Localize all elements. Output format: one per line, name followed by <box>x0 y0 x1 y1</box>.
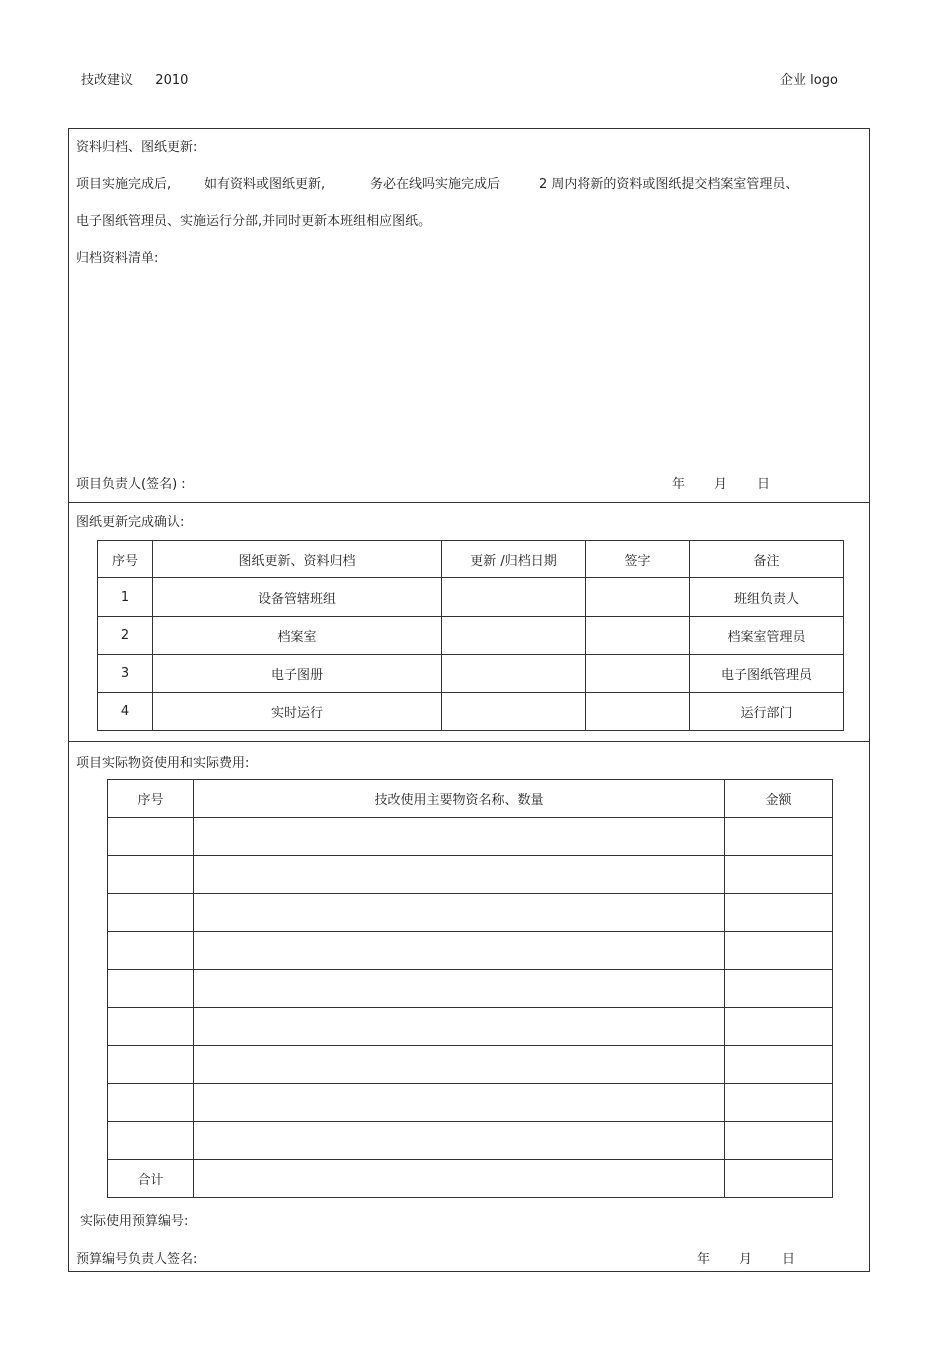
total-row <box>108 1160 833 1198</box>
table-row <box>98 693 844 731</box>
row-note: 运行部门 <box>690 693 844 731</box>
material-name-cell[interactable] <box>194 818 725 856</box>
row-number: 3 <box>98 655 153 693</box>
column-header: 技改使用主要物资名称、数量 <box>194 780 725 818</box>
signature-cell[interactable] <box>586 578 690 617</box>
table-row <box>108 970 833 1008</box>
doc-title-text: 技改建议 <box>81 73 134 88</box>
total-amount-cell[interactable] <box>725 1160 833 1198</box>
confirm-table <box>97 540 844 731</box>
section-divider-2 <box>68 741 870 742</box>
budget-date-month: 月 <box>739 1252 753 1267</box>
amount-cell[interactable] <box>725 818 833 856</box>
material-name-cell[interactable] <box>194 894 725 932</box>
total-label: 合计 <box>108 1160 194 1198</box>
row-number-cell[interactable] <box>108 1084 194 1122</box>
row-note: 班组负责人 <box>690 578 844 617</box>
amount-cell[interactable] <box>725 1046 833 1084</box>
budget-date-day: 日 <box>782 1252 796 1267</box>
table-row <box>108 1046 833 1084</box>
archive-heading: 资料归档、图纸更新: <box>76 140 198 155</box>
table-row <box>98 578 844 617</box>
archive-line2: 电子图纸管理员、实施运行分部,并同时更新本班组相应图纸。 <box>76 214 432 229</box>
row-number-cell[interactable] <box>108 894 194 932</box>
row-number-cell[interactable] <box>108 1122 194 1160</box>
material-name-cell[interactable] <box>194 1008 725 1046</box>
update-date-cell[interactable] <box>442 655 586 693</box>
material-name-cell[interactable] <box>194 856 725 894</box>
sign-date-month: 月 <box>714 477 728 492</box>
material-name-cell[interactable] <box>194 1122 725 1160</box>
amount-cell[interactable] <box>725 1008 833 1046</box>
column-header: 更新 /归档日期 <box>442 541 586 578</box>
update-date-cell[interactable] <box>442 578 586 617</box>
table-row <box>108 1122 833 1160</box>
row-note: 档案室管理员 <box>690 617 844 655</box>
section-divider-1 <box>68 502 870 503</box>
table-row <box>108 1008 833 1046</box>
signature-cell[interactable] <box>586 655 690 693</box>
table-row <box>108 932 833 970</box>
table-row <box>98 617 844 655</box>
signature-cell[interactable] <box>586 693 690 731</box>
material-name-cell[interactable] <box>194 1046 725 1084</box>
amount-cell[interactable] <box>725 1122 833 1160</box>
row-number: 4 <box>98 693 153 731</box>
update-date-cell[interactable] <box>442 617 586 655</box>
table-row <box>108 856 833 894</box>
row-number-cell[interactable] <box>108 1008 194 1046</box>
doc-year: 2010 <box>155 73 189 88</box>
row-item: 设备管辖班组 <box>153 578 442 617</box>
amount-cell[interactable] <box>725 970 833 1008</box>
archive-list-label: 归档资料清单: <box>76 251 159 266</box>
company-logo-text: 企业 logo <box>780 73 838 88</box>
material-name-cell[interactable] <box>194 970 725 1008</box>
row-number: 2 <box>98 617 153 655</box>
sign-date-year: 年 <box>672 477 686 492</box>
amount-cell[interactable] <box>725 1084 833 1122</box>
row-note: 电子图纸管理员 <box>690 655 844 693</box>
column-header: 序号 <box>98 541 153 578</box>
amount-cell[interactable] <box>725 856 833 894</box>
archive-line1-part2: 如有资料或图纸更新, <box>204 177 326 192</box>
signature-cell[interactable] <box>586 617 690 655</box>
amount-cell[interactable] <box>725 932 833 970</box>
amount-cell[interactable] <box>725 894 833 932</box>
cost-heading: 项目实际物资使用和实际费用: <box>76 756 250 771</box>
row-item: 档案室 <box>153 617 442 655</box>
table-row <box>108 818 833 856</box>
archive-line1-part3: 务必在线吗实施完成后 <box>370 177 501 192</box>
material-name-cell[interactable] <box>194 932 725 970</box>
budget-date-year: 年 <box>697 1252 711 1267</box>
total-description-cell[interactable] <box>194 1160 725 1198</box>
budget-lead-sign-label: 预算编号负责人签名: <box>76 1252 198 1267</box>
archive-line1-part4: 2 周内将新的资料或图纸提交档案室管理员、 <box>539 177 799 192</box>
row-number-cell[interactable] <box>108 1046 194 1084</box>
table-row <box>98 655 844 693</box>
sign-date-day: 日 <box>757 477 771 492</box>
budget-number-label: 实际使用预算编号: <box>80 1214 189 1229</box>
doc-title <box>81 69 188 88</box>
update-date-cell[interactable] <box>442 693 586 731</box>
column-header: 签字 <box>586 541 690 578</box>
table-row <box>108 894 833 932</box>
column-header: 序号 <box>108 780 194 818</box>
material-name-cell[interactable] <box>194 1084 725 1122</box>
row-item: 电子图册 <box>153 655 442 693</box>
cost-table-header <box>108 780 833 818</box>
row-number-cell[interactable] <box>108 970 194 1008</box>
row-number-cell[interactable] <box>108 818 194 856</box>
confirm-heading: 图纸更新完成确认: <box>76 515 185 530</box>
column-header: 备注 <box>690 541 844 578</box>
column-header: 图纸更新、资料归档 <box>153 541 442 578</box>
archive-line1-part1: 项目实施完成后, <box>76 177 172 192</box>
row-number-cell[interactable] <box>108 856 194 894</box>
column-header: 金额 <box>725 780 833 818</box>
confirm-table-header <box>98 541 844 578</box>
row-number: 1 <box>98 578 153 617</box>
project-lead-sign-label: 项目负责人(签名) : <box>76 477 186 492</box>
row-item: 实时运行 <box>153 693 442 731</box>
table-row <box>108 1084 833 1122</box>
cost-table <box>107 779 833 1198</box>
row-number-cell[interactable] <box>108 932 194 970</box>
